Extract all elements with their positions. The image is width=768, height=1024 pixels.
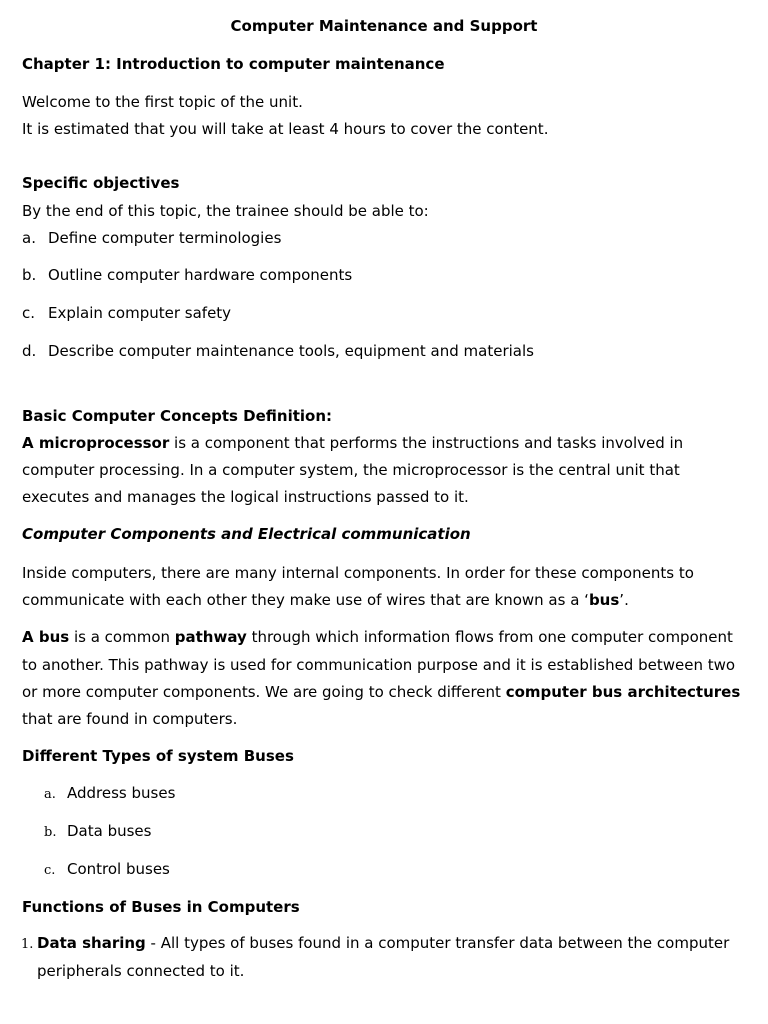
objectives-heading: Specific objectives: [22, 174, 180, 192]
list-item-text: Define computer terminologies: [48, 229, 282, 247]
list-marker: d.: [22, 342, 37, 360]
bus-def-text-a: is a common: [69, 628, 175, 646]
microprocessor-line-3: executes and manages the logical instructions passed to it.: [22, 488, 469, 506]
list-item: [44, 783, 175, 805]
list-marker: a.: [44, 787, 56, 802]
list-item-text: Address buses: [67, 784, 176, 802]
list-item-text: - All types of buses found in a computer transfer data between the computer: [145, 934, 730, 952]
list-item-text: Describe computer maintenance tools, equipment and materials: [48, 342, 534, 360]
intro-line-1: Welcome to the first topic of the unit.: [22, 93, 303, 111]
bus-def-line-2: to another. This pathway is used for communication purpose and it is established between two: [22, 656, 736, 674]
microprocessor-line-1-text: is a component that performs the instructions and tasks involved in: [169, 434, 684, 452]
bus-types-heading: Different Types of system Buses: [22, 747, 294, 765]
list-item-text: Control buses: [67, 860, 170, 878]
bus-term-inline: bus: [588, 591, 620, 609]
bus-architectures-term: computer bus architectures: [505, 683, 741, 701]
inside-line-2: [22, 590, 629, 610]
concepts-heading: Basic Computer Concepts Definition:: [22, 407, 333, 425]
list-item: [22, 228, 281, 248]
microprocessor-term: A microprocessor: [22, 434, 170, 452]
list-item: [44, 821, 151, 843]
intro-line-2: It is estimated that you will take at least 4 hours to cover the content.: [22, 120, 549, 138]
list-item-text: Explain computer safety: [48, 304, 232, 322]
microprocessor-line-1: [22, 433, 683, 453]
objectives-lead: By the end of this topic, the trainee should be able to:: [22, 202, 429, 220]
chapter-heading: Chapter 1: Introduction to computer maintenance: [22, 55, 445, 73]
data-sharing-term: Data sharing: [37, 934, 146, 952]
components-heading: Computer Components and Electrical communication: [22, 525, 471, 543]
list-item-text: Outline computer hardware components: [48, 266, 353, 284]
list-marker: c.: [22, 304, 36, 322]
microprocessor-line-2: computer processing. In a computer system, the microprocessor is the central unit that: [22, 461, 680, 479]
list-item: [21, 933, 729, 955]
bus-def-line-3: [22, 682, 740, 702]
functions-heading: Functions of Buses in Computers: [22, 898, 300, 916]
inside-line-2-text-b: ’.: [619, 591, 629, 609]
bus-def-line-1: [22, 627, 733, 647]
list-item: [22, 303, 231, 323]
list-item: [44, 859, 170, 881]
list-marker: c.: [44, 863, 56, 878]
inside-line-2-text-a: communicate with each other they make use of wires that are known as a ‘: [22, 591, 589, 609]
inside-line-1: Inside computers, there are many internal components. In order for these components to: [22, 564, 694, 582]
list-item: [22, 341, 534, 361]
list-item: [22, 265, 352, 285]
list-marker: a.: [22, 229, 36, 247]
bus-def-text-b: through which information flows from one computer component: [246, 628, 733, 646]
list-marker: b.: [22, 266, 37, 284]
bus-term: A bus: [22, 628, 70, 646]
list-marker: 1.: [21, 937, 34, 952]
bus-def-line-4: that are found in computers.: [22, 710, 238, 728]
document-title: Computer Maintenance and Support: [230, 17, 538, 35]
bus-def-line-3-text: or more computer components. We are going to check different: [22, 683, 506, 701]
list-marker: b.: [44, 825, 57, 840]
list-item-text: Data buses: [67, 822, 152, 840]
pathway-term: pathway: [174, 628, 247, 646]
list-item-continuation: peripherals connected to it.: [37, 962, 245, 980]
